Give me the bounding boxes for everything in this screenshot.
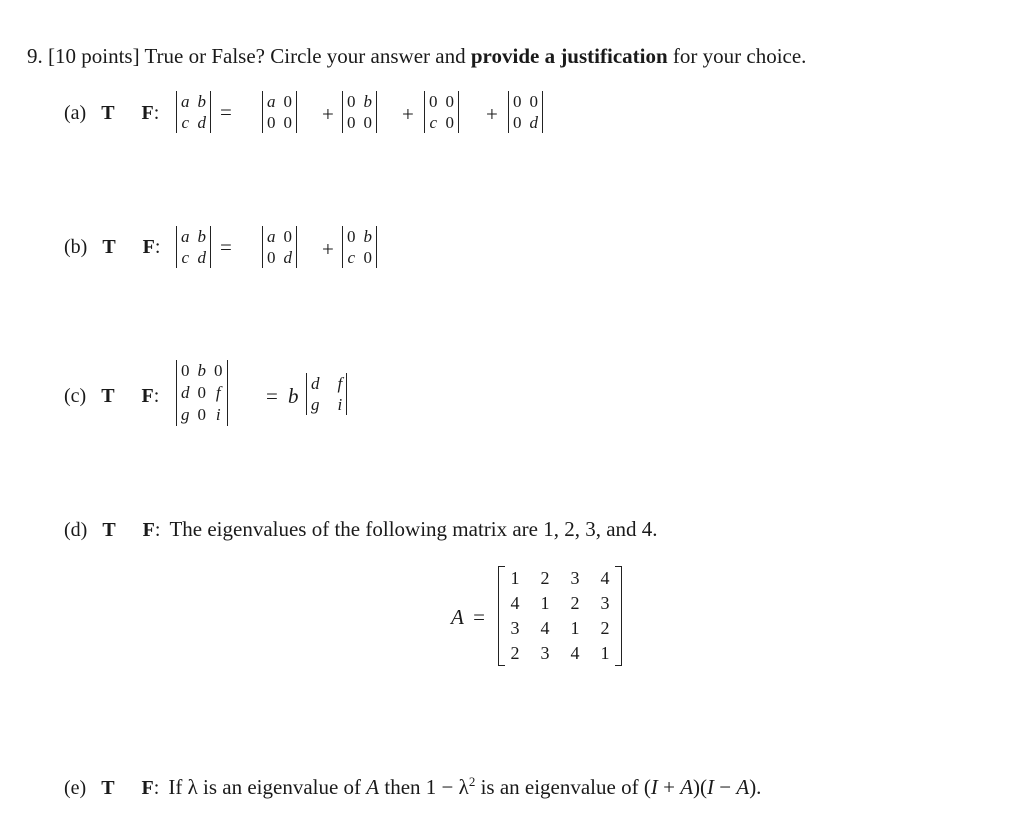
part-e-true-choice[interactable]: T [101,777,115,799]
part-d-label: (d) [64,519,88,541]
minus-sign: − [719,775,732,799]
part-d [64,517,658,542]
colon: : [153,102,160,124]
plus-sign: + [402,102,414,126]
identity-symbol: I [650,775,658,799]
part-e-false-choice[interactable]: F [141,777,154,799]
plus-sign: + [322,237,334,261]
matrix-cell: 1 [540,593,550,613]
e-text-then: then 1 − [384,775,454,799]
part-a-true-choice[interactable]: T [101,102,115,124]
prompt-text: True or False? Circle your answer and [144,44,466,68]
lambda-symbol: λ [187,775,198,799]
matrix-symbol: A [736,775,750,799]
part-d-statement: The eigenvalues of the following matrix are 1, 2, 3, and 4. [169,517,658,541]
part-a-label: (a) [64,102,87,124]
e-text-if: If [168,775,183,799]
matrix-row [500,566,620,591]
part-e-label: (e) [64,777,87,799]
matrix-a [500,566,620,666]
det-b-lhs: a b c d [176,226,211,268]
left-bracket [498,566,505,666]
equals-sign: = [220,235,232,259]
det-b-2: 0 b c 0 [342,226,377,268]
part-b-label: (b) [64,236,88,258]
matrix-cell: 1 [570,618,580,638]
part-c-true-choice[interactable]: T [101,385,115,407]
matrix-cell: 2 [570,593,580,613]
matrix-label [451,605,485,630]
part-c-false-choice[interactable]: F [141,385,154,407]
matrix-row [500,616,620,641]
det-c-rhs: d f g i [306,373,347,415]
matrix-name: A [451,605,464,629]
det-a-1: a 0 0 0 [262,91,297,133]
matrix-cell: 3 [570,568,580,588]
plus-sign: + [486,102,498,126]
matrix-table [500,566,620,666]
det-b-1: a 0 0 d [262,226,297,268]
equals-sign: = [220,100,232,124]
matrix-cell: 4 [570,643,580,663]
det-a-lhs: a b c d [176,91,211,133]
question-header [27,44,806,69]
matrix-cell: 4 [540,618,550,638]
matrix-symbol: A [680,775,694,799]
part-e [64,774,761,800]
matrix-cell: 3 [540,643,550,663]
part-a [64,102,159,125]
lambda-symbol: λ [458,775,469,799]
part-b-false-choice[interactable]: F [142,236,155,258]
matrix-row [500,591,620,616]
question-points: [10 points] [48,44,140,68]
lambda-squared: $\lambda^2$ [458,774,476,799]
prompt-end: for your choice. [672,44,807,68]
coefficient-b: b [288,384,299,408]
matrix-cell: 2 [510,643,520,663]
colon: : [154,236,161,258]
colon: : [153,777,160,799]
colon: : [153,385,160,407]
matrix-cell: 3 [510,618,520,638]
det-a-2: 0 b 0 0 [342,91,377,133]
matrix-cell: 2 [600,618,610,638]
matrix-cell: 1 [510,568,520,588]
matrix-symbol: A [366,775,380,799]
matrix-row [500,641,620,666]
right-bracket [615,566,622,666]
det-a-4: 0 0 0 d [508,91,543,133]
plus-sign: + [663,775,675,799]
part-d-false-choice[interactable]: F [142,519,155,541]
e-text-eigen: is an eigenvalue of [203,775,362,799]
e-text-eigen2: is an eigenvalue of ( [480,775,651,799]
part-b-true-choice[interactable]: T [102,236,116,258]
plus-sign: + [322,102,334,126]
prompt-bold: provide a justification [470,44,668,68]
part-e-statement: If λ is an eigenvalue of A then $1 - \lambda^2$ is an eigenvalue of (I + A)(I − A). [168,774,762,799]
matrix-cell: 2 [540,568,550,588]
det-c-lhs: 0 b 0 d 0 f g 0 i [176,360,228,426]
part-b [64,236,160,259]
part-a-false-choice[interactable]: F [141,102,154,124]
matrix-cell: 1 [600,643,610,663]
colon: : [154,519,161,541]
matrix-cell: 4 [510,593,520,613]
question-number: 9. [27,44,43,68]
det-a-3: 0 0 c 0 [424,91,459,133]
e-text-end: ). [749,775,762,799]
part-d-true-choice[interactable]: T [102,519,116,541]
part-c-label: (c) [64,385,87,407]
identity-symbol: I [707,775,715,799]
matrix-cell: 4 [600,568,610,588]
part-c [64,385,159,408]
equals-sign: = [266,384,278,408]
matrix-cell: 3 [600,593,610,613]
equals-sign: = [473,605,485,629]
